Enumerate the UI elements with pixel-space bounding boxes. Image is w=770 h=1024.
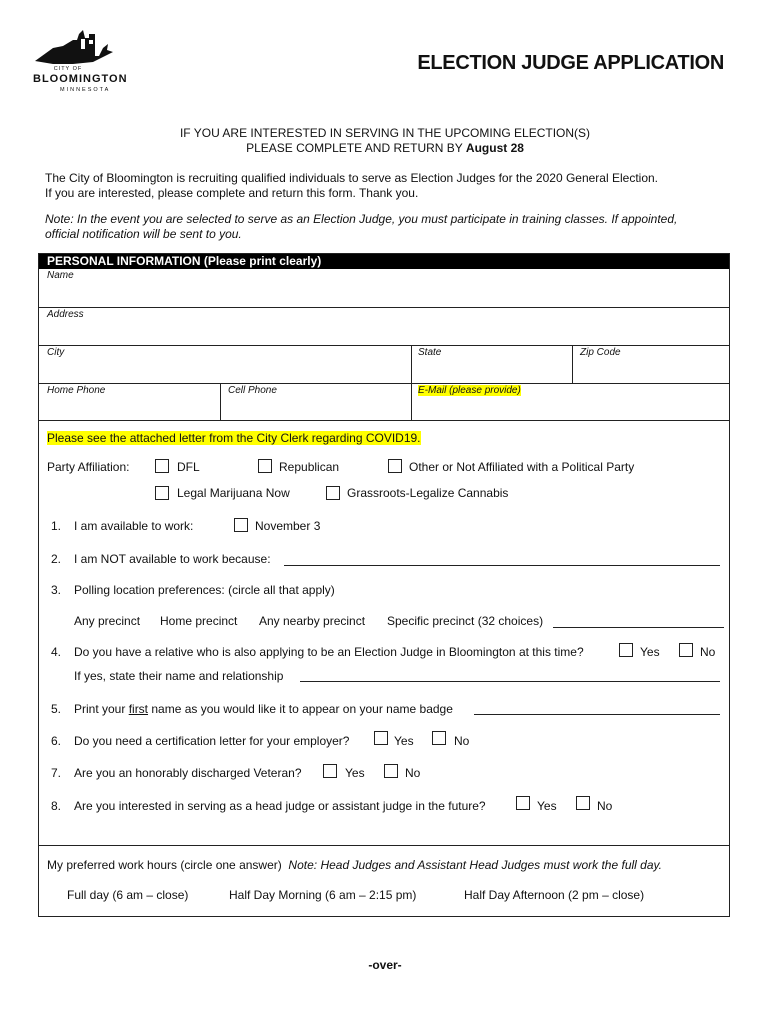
q8-number: 8. <box>51 799 62 813</box>
intro-paragraph-line-1: The City of Bloomington is recruiting qualified individuals to serve as Election Judges for the 2020 General Election. <box>45 171 659 185</box>
half-day-morning-option[interactable]: Half Day Morning (6 am – 2:15 pm) <box>229 888 417 902</box>
intro-line-1: IF YOU ARE INTERESTED IN SERVING IN THE UPCOMING ELECTION(S) <box>179 126 591 140</box>
work-hours-note: Note: Head Judges and Assistant Head Judges must work the full day. <box>288 858 662 872</box>
republican-label: Republican <box>279 460 340 474</box>
relative-name-line[interactable] <box>300 681 720 682</box>
q4-followup: If yes, state their name and relationship <box>74 669 284 683</box>
q6-yes-label: Yes <box>394 734 414 748</box>
nearby-precinct-option[interactable]: Any nearby precinct <box>259 614 366 628</box>
q3-number: 3. <box>51 583 62 597</box>
q5-first-underlined: first <box>128 702 149 716</box>
intro-line-2-prefix: PLEASE COMPLETE AND RETURN BY <box>246 141 466 155</box>
logo-city-of: CITY OF <box>53 66 83 72</box>
intro-paragraph-line-2: If you are interested, please complete and return this form. Thank you. <box>45 186 419 200</box>
q7-text: Are you an honorably discharged Veteran? <box>74 766 302 780</box>
specific-precinct-option[interactable]: Specific precinct (32 choices) <box>387 614 544 628</box>
q4-no-checkbox[interactable] <box>679 643 693 657</box>
q5-text-before: Print your <box>74 702 129 716</box>
address-field[interactable] <box>39 308 729 345</box>
q8-text: Are you interested in serving as a head judge or assistant judge in the future? <box>74 799 486 813</box>
q5-text-after: name as you would like it to appear on your name badge <box>148 702 453 716</box>
q6-number: 6. <box>51 734 62 748</box>
name-field[interactable] <box>39 269 729 307</box>
cell-phone-label: Cell Phone <box>228 385 277 396</box>
logo-bloomington: BLOOMINGTON <box>33 73 128 85</box>
dfl-checkbox[interactable] <box>155 459 169 473</box>
application-form <box>38 253 730 917</box>
page-title: ELECTION JUDGE APPLICATION <box>417 52 724 74</box>
name-label: Name <box>47 270 74 281</box>
q4-text: Do you have a relative who is also applying to be an Election Judge in Bloomington at this time? <box>74 645 584 659</box>
q7-yes-label: Yes <box>345 766 365 780</box>
q6-no-label: No <box>454 734 470 748</box>
legal-marijuana-now-label: Legal Marijuana Now <box>177 486 290 500</box>
work-hours-label-text: My preferred work hours (circle one answer) <box>47 858 282 872</box>
note-line-2: official notification will be sent to you. <box>45 227 242 241</box>
party-affiliation-label: Party Affiliation: <box>47 460 130 474</box>
half-day-afternoon-option[interactable]: Half Day Afternoon (2 pm – close) <box>464 888 645 902</box>
city-field[interactable] <box>39 346 411 383</box>
badge-name-line[interactable] <box>474 714 720 715</box>
city-label: City <box>47 347 65 358</box>
unavailable-reason-line[interactable] <box>284 565 720 566</box>
q8-yes-checkbox[interactable] <box>516 796 530 810</box>
logo-minnesota: MINNESOTA <box>60 87 111 93</box>
q5-text <box>74 702 453 716</box>
q4-yes-checkbox[interactable] <box>619 643 633 657</box>
state-field[interactable] <box>412 346 572 383</box>
page-footer-over: -over- <box>368 958 402 972</box>
q5-number: 5. <box>51 702 62 716</box>
city-logo <box>33 26 128 98</box>
q4-yes-label: Yes <box>640 645 660 659</box>
covid-notice <box>47 431 421 445</box>
q6-yes-checkbox[interactable] <box>374 731 388 745</box>
home-precinct-option[interactable]: Home precinct <box>160 614 238 628</box>
covid-notice-text: Please see the attached letter from the City Clerk regarding COVID19. <box>47 431 421 445</box>
dfl-label: DFL <box>177 460 200 474</box>
email-field[interactable] <box>412 384 729 420</box>
other-party-checkbox[interactable] <box>388 459 402 473</box>
q7-no-checkbox[interactable] <box>384 764 398 778</box>
november-3-label: November 3 <box>255 519 321 533</box>
q8-no-checkbox[interactable] <box>576 796 590 810</box>
zip-label: Zip Code <box>580 347 621 358</box>
intro-line-2 <box>0 141 770 155</box>
grassroots-label: Grassroots-Legalize Cannabis <box>347 486 509 500</box>
november-3-checkbox[interactable] <box>234 518 248 532</box>
q1-number: 1. <box>51 519 62 533</box>
q7-no-label: No <box>405 766 421 780</box>
q3-text: Polling location preferences: (circle all that apply) <box>74 583 335 597</box>
cell-phone-field[interactable] <box>221 384 411 420</box>
grassroots-checkbox[interactable] <box>326 486 340 500</box>
q6-text: Do you need a certification letter for your employer? <box>74 734 350 748</box>
q7-yes-checkbox[interactable] <box>323 764 337 778</box>
q8-yes-label: Yes <box>537 799 557 813</box>
republican-checkbox[interactable] <box>258 459 272 473</box>
divider <box>39 420 729 421</box>
address-label: Address <box>47 309 84 320</box>
return-date: August 28 <box>465 141 524 155</box>
home-phone-field[interactable] <box>39 384 220 420</box>
q7-number: 7. <box>51 766 62 780</box>
note-line-1: Note: In the event you are selected to serve as an Election Judge, you must participate in training classes. If appointed, <box>45 212 678 226</box>
email-label-text: E-Mail (please provide) <box>418 385 521 396</box>
q2-text: I am NOT available to work because: <box>74 552 271 566</box>
personal-info-header: PERSONAL INFORMATION (Please print clearly) <box>39 254 729 269</box>
q4-number: 4. <box>51 645 62 659</box>
work-hours-label <box>47 858 662 872</box>
full-day-option[interactable]: Full day (6 am – close) <box>67 888 189 902</box>
any-precinct-option[interactable]: Any precinct <box>74 614 141 628</box>
zip-field[interactable] <box>573 346 729 383</box>
q6-no-checkbox[interactable] <box>432 731 446 745</box>
other-party-label: Other or Not Affiliated with a Political Party <box>409 460 635 474</box>
state-label: State <box>418 347 442 358</box>
specific-precinct-line[interactable] <box>553 627 724 628</box>
city-skyline-icon <box>33 26 125 71</box>
q2-number: 2. <box>51 552 62 566</box>
home-phone-label: Home Phone <box>47 385 106 396</box>
q4-no-label: No <box>700 645 716 659</box>
q8-no-label: No <box>597 799 613 813</box>
legal-marijuana-now-checkbox[interactable] <box>155 486 169 500</box>
q1-text: I am available to work: <box>74 519 194 533</box>
divider <box>39 845 729 846</box>
